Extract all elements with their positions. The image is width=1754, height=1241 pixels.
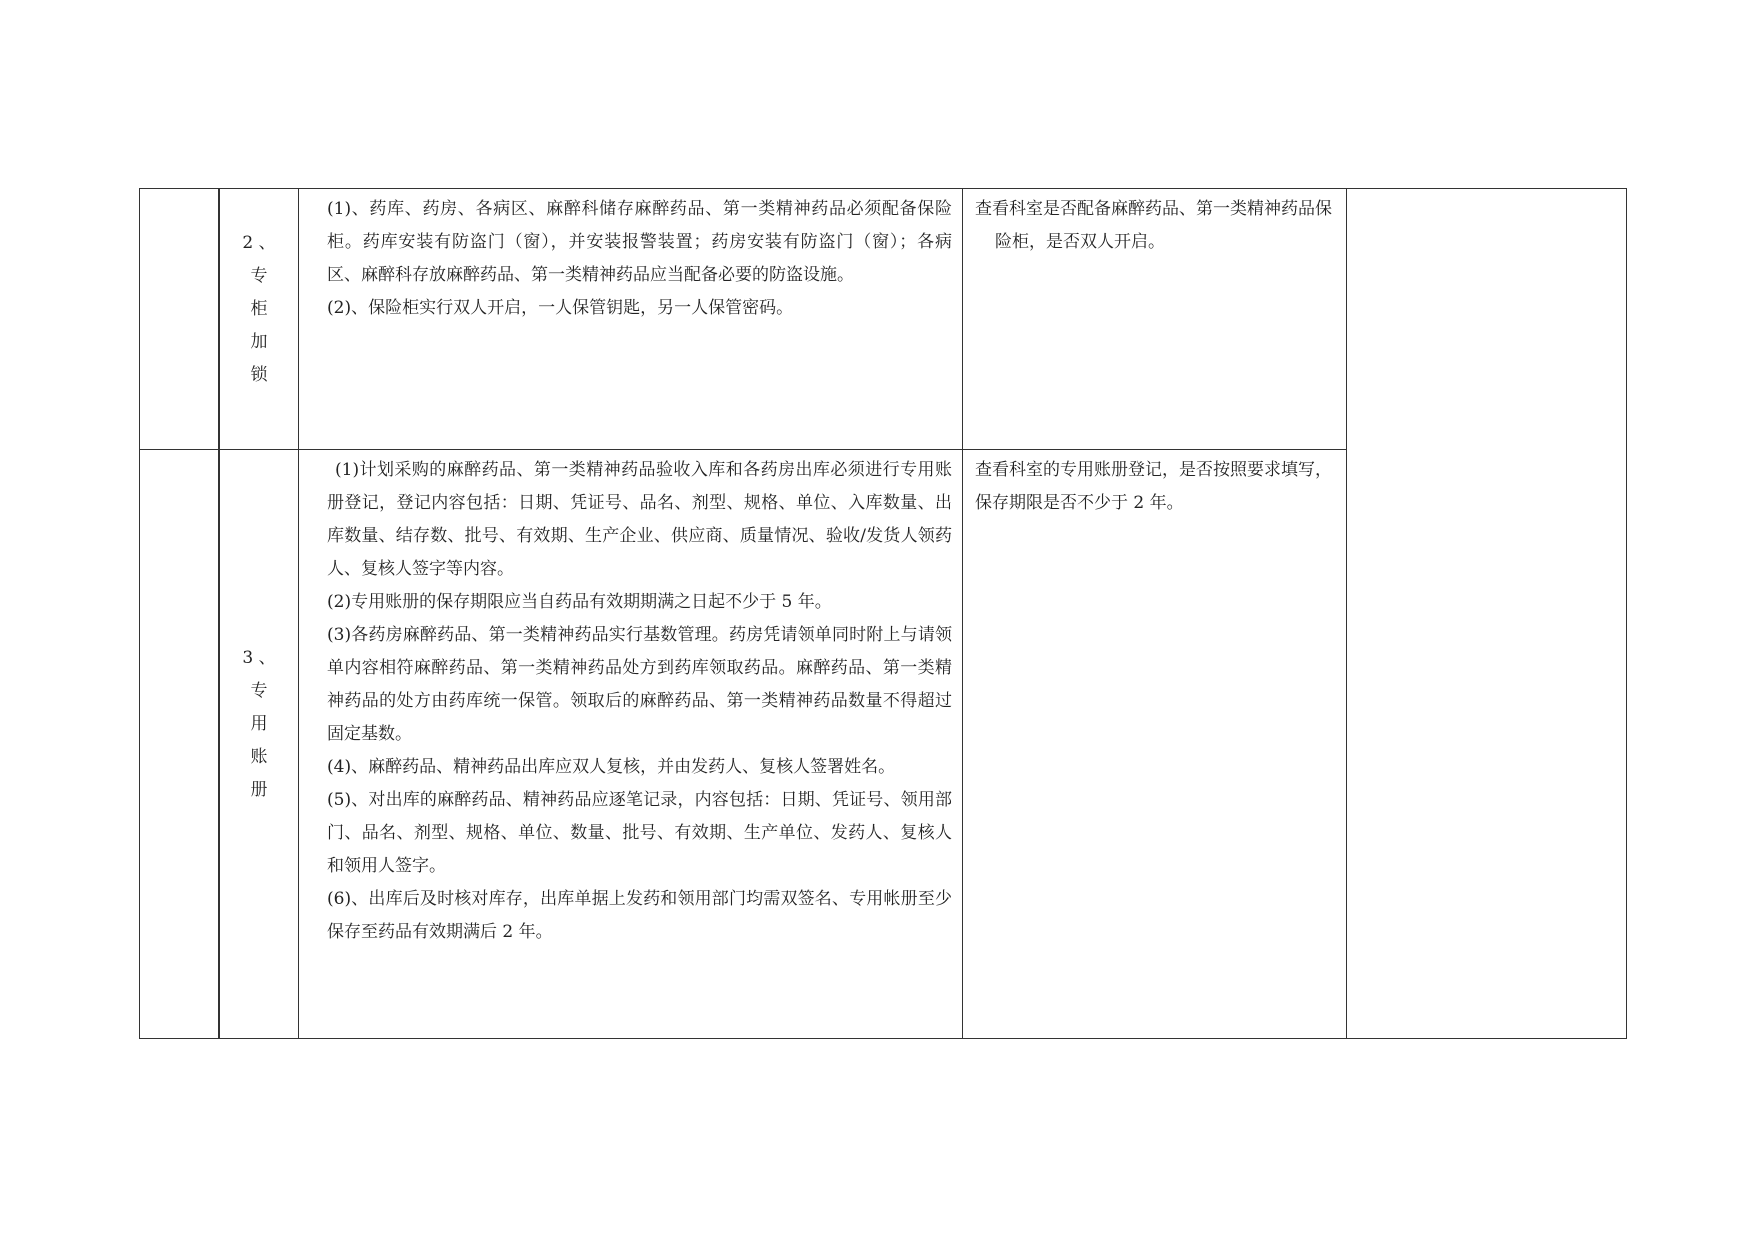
requirement-item: (2)、保险柜实行双人开启，一人保管钥匙，另一人保管密码。 <box>327 298 794 318</box>
requirements-cell <box>299 450 963 1039</box>
requirement-item: (3)各药房麻醉药品、第一类精神药品实行基数管理。药房凭请领单同时附上与请领单内容相符麻醉药品、第一类精神药品处方到药库领取药品。麻醉药品、第一类精神药品的处方由药库统一保管。领取后的麻醉药品、第一类精神药品数量不得超过固定基数。 <box>327 625 952 744</box>
requirement-item: (4)、麻醉药品、精神药品出库应双人复核，并由发药人、复核人签署姓名。 <box>327 757 896 777</box>
section-cell <box>140 450 220 1039</box>
category-char: 册 <box>250 780 268 800</box>
inspection-table <box>139 188 1627 1039</box>
category-char: 锁 <box>250 365 268 385</box>
category-char: 用 <box>250 714 268 734</box>
section-cell <box>140 189 220 450</box>
check-method-cell <box>963 189 1347 450</box>
requirements-cell <box>299 189 963 450</box>
category-char: 专 <box>250 681 268 701</box>
requirement-item: (5)、对出库的麻醉药品、精神药品应逐笔记录，内容包括：日期、凭证号、领用部门、品名、剂型、规格、单位、数量、批号、有效期、生产单位、发药人、复核人和领用人签字。 <box>327 790 952 876</box>
check-method-cell <box>963 450 1347 1039</box>
category-char: 柜 <box>250 299 268 319</box>
category-cell <box>219 450 299 1039</box>
remark-cell <box>1347 189 1627 1039</box>
requirement-item: (2)专用账册的保存期限应当自药品有效期期满之日起不少于 5 年。 <box>327 592 832 612</box>
category-char: 专 <box>250 266 268 286</box>
check-method-text: 查看科室是否配备麻醉药品、第一类精神药品保险柜，是否双人开启。 <box>975 199 1332 252</box>
category-char: 账 <box>250 747 268 767</box>
category-cell <box>219 189 299 450</box>
category-char: 加 <box>250 332 268 352</box>
requirement-item: (1)、药库、药房、各病区、麻醉科储存麻醉药品、第一类精神药品必须配备保险柜。药库安装有防盗门（窗），并安装报警装置；药房安装有防盗门（窗）；各病区、麻醉科存放麻醉药品、第一类精神药品应当配备必要的防盗设施。 <box>327 199 952 285</box>
requirement-item: (1)计划采购的麻醉药品、第一类精神药品验收入库和各药房出库必须进行专用账册登记，登记内容包括：日期、凭证号、品名、剂型、规格、单位、入库数量、出库数量、结存数、批号、有效期、生产企业、供应商、质量情况、验收/发货人领药人、复核人签字等内容。 <box>327 460 952 579</box>
category-char: 3 、 <box>242 648 276 668</box>
check-method-text: 查看科室的专用账册登记，是否按照要求填写，保存期限是否不少于 2 年。 <box>975 460 1332 513</box>
table-row <box>140 189 1627 450</box>
category-char: 2 、 <box>242 233 276 253</box>
requirement-item: (6)、出库后及时核对库存，出库单据上发药和领用部门均需双签名、专用帐册至少保存至药品有效期满后 2 年。 <box>327 889 952 942</box>
